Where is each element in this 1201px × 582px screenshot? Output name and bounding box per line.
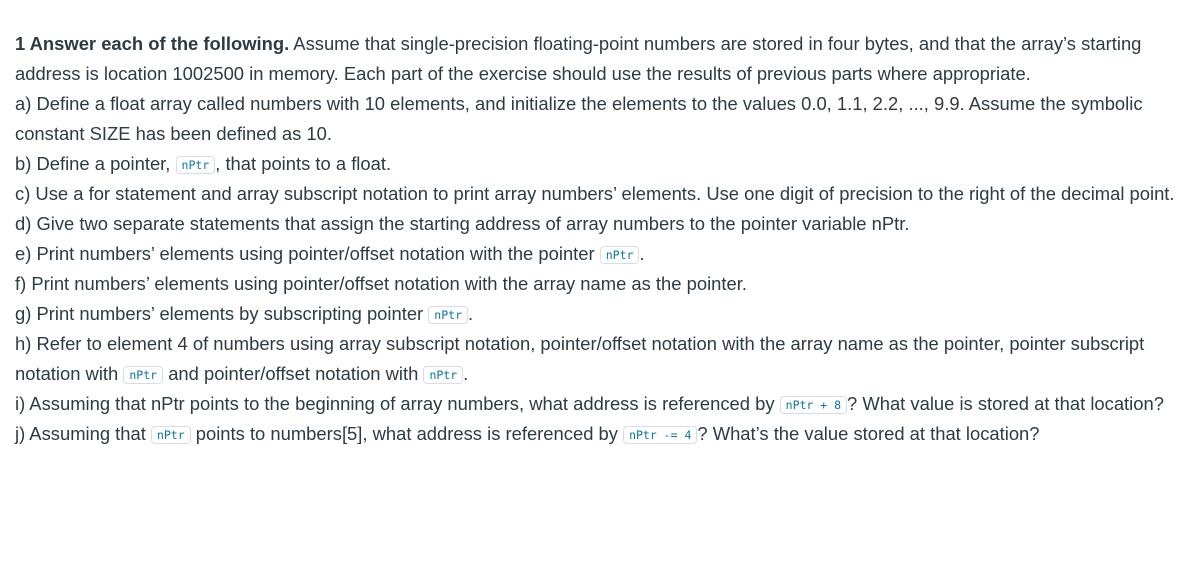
part-j-text-after: ? What’s the value stored at that location? [697,423,1040,444]
code-nptr: nPtr [600,246,640,264]
part-d [15,209,1185,239]
part-g-text-after: . [468,303,474,324]
part-e [15,239,1185,269]
part-j-text-middle: points to numbers[5], what address is referenced by [190,423,624,444]
part-c-text: c) Use a for statement and array subscript notation to print array numbers’ elements. Use one digit of precision to the right of the decimal point. [15,183,1175,204]
part-j [15,419,1185,449]
part-i [15,389,1185,419]
part-f [15,269,1185,299]
part-h [15,329,1185,389]
question-heading: 1 Answer each of the following. [15,33,290,54]
code-nptr: nPtr [428,306,468,324]
part-i-text-after: ? What value is stored at that location? [847,393,1164,414]
part-e-text-after: . [639,243,645,264]
question-intro-text: Assume that single-precision floating-point numbers are stored in four bytes, and that the array’s starting address is location 1002500 in memory. Each part of the exercise should use the results of previous parts where appropriate. [15,33,1142,84]
part-d-text: d) Give two separate statements that assign the starting address of array numbers to the pointer variable nPtr. [15,213,910,234]
question-intro [15,29,1185,89]
code-nptr-plus-8: nPtr + 8 [780,396,847,414]
part-c [15,179,1185,209]
part-e-text-before: e) Print numbers’ elements using pointer/offset notation with the pointer [15,243,600,264]
code-nptr-minus-equals-4: nPtr -= 4 [623,426,697,444]
question-content [15,29,1185,449]
code-nptr: nPtr [176,156,216,174]
part-b [15,149,1185,179]
part-f-text: f) Print numbers’ elements using pointer/offset notation with the array name as the pointer. [15,273,747,294]
part-h-text-before: h) Refer to element 4 of numbers using array subscript notation, pointer/offset notation with the array name as the pointer, pointer subscript notation with [15,333,1145,384]
part-h-text-after: . [463,363,469,384]
part-j-text-before: j) Assuming that [15,423,151,444]
part-a [15,89,1185,149]
part-b-text-after: , that points to a float. [215,153,392,174]
code-nptr: nPtr [151,426,191,444]
code-nptr: nPtr [123,366,163,384]
part-b-text-before: b) Define a pointer, [15,153,176,174]
part-h-text-middle: and pointer/offset notation with [163,363,424,384]
part-i-text-before: i) Assuming that nPtr points to the beginning of array numbers, what address is referenced by [15,393,780,414]
part-a-text: a) Define a float array called numbers with 10 elements, and initialize the elements to the values 0.0, 1.1, 2.2, ..., 9.9. Assume the symbolic constant SIZE has been defined as 10. [15,93,1143,144]
part-g-text-before: g) Print numbers’ elements by subscripting pointer [15,303,429,324]
part-g [15,299,1185,329]
code-nptr: nPtr [423,366,463,384]
